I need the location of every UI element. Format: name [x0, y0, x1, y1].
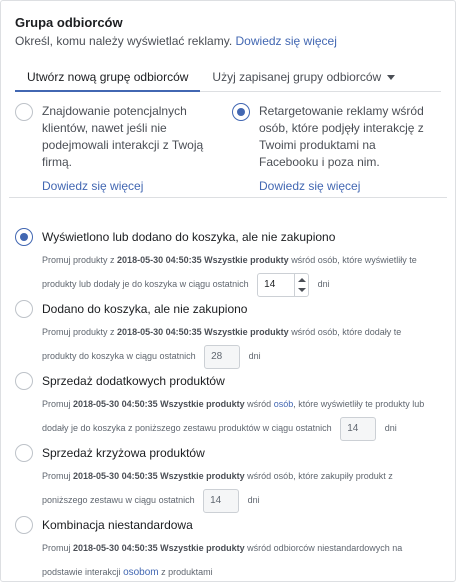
desc-text: dodały je do koszyka z poniższego zestawu produktów w ciągu ostatnich	[42, 423, 332, 433]
days-unit: dni	[248, 351, 261, 361]
option-custom-combination	[15, 516, 445, 582]
option-label: Wyświetlono lub dodano do koszyka, ale nie zakupiono	[42, 230, 336, 244]
people-link[interactable]: osób	[273, 399, 294, 409]
desc-text: , które wyświetliły te produkty lub	[293, 399, 425, 409]
tab-bar	[15, 61, 441, 92]
desc-text: wśród osób, które dodały te	[291, 327, 402, 337]
option-upsell	[15, 372, 445, 441]
option-description	[42, 320, 445, 369]
promo-text: Promuj produkty z	[42, 327, 115, 337]
panel-subtitle	[15, 34, 337, 48]
desc-text: wśród odbiorców niestandardowych na	[247, 543, 403, 553]
option-description	[42, 536, 445, 582]
radio-added-to-cart[interactable]	[15, 300, 33, 318]
arrow-down-icon[interactable]	[298, 288, 306, 292]
desc-text: produkty do koszyka w ciągu ostatnich	[42, 351, 196, 361]
choice-prospecting[interactable]	[15, 103, 220, 195]
desc-text: wśród osób, które wyświetliły te	[291, 255, 417, 265]
option-label: Sprzedaż krzyżowa produktów	[42, 446, 205, 460]
days-input	[204, 345, 240, 369]
tab-label: Utwórz nową grupę odbiorców	[27, 70, 189, 84]
arrow-up-icon[interactable]	[298, 278, 306, 282]
option-label: Sprzedaż dodatkowych produktów	[42, 374, 225, 388]
option-description	[42, 392, 445, 441]
product-set: Wszystkie produkty	[160, 399, 245, 409]
choice-text	[259, 103, 432, 195]
people-link[interactable]: osobom	[123, 567, 159, 578]
learn-more-link[interactable]: Dowiedz się więcej	[235, 34, 337, 48]
days-unit: dni	[384, 423, 397, 433]
option-added-to-cart	[15, 300, 445, 369]
catalog-date: 2018-05-30 04:50:35	[117, 255, 202, 265]
choice-text	[42, 103, 220, 195]
product-set: Wszystkie produkty	[160, 543, 245, 553]
learn-more-link[interactable]: Dowiedz się więcej	[259, 179, 361, 193]
option-cross-sell	[15, 444, 445, 513]
stepper-arrows	[294, 274, 308, 296]
days-unit: dni	[247, 495, 260, 505]
product-set: Wszystkie produkty	[160, 471, 245, 481]
days-unit: dni	[317, 279, 330, 289]
days-value: 14	[347, 422, 359, 434]
choice-description: Znajdowanie potencjalnych klientów, nawet jeśli nie podejmowali interakcji z Twoją firmą.	[42, 104, 204, 169]
option-label: Kombinacja niestandardowa	[42, 518, 193, 532]
promo-text: Promuj	[42, 471, 71, 481]
panel-title: Grupa odbiorców	[15, 15, 123, 30]
desc-text: produkty lub dodały je do koszyka w ciągu ostatnich	[42, 279, 249, 289]
promo-text: Promuj produkty z	[42, 255, 115, 265]
option-label: Dodano do koszyka, ale nie zakupiono	[42, 302, 248, 316]
catalog-date: 2018-05-30 04:50:35	[117, 327, 202, 337]
catalog-date: 2018-05-30 04:50:35	[73, 399, 158, 409]
tab-label: Użyj zapisanej grupy odbiorców	[212, 70, 382, 84]
promo-text: Promuj	[42, 399, 71, 409]
days-input	[203, 489, 239, 513]
section-divider	[9, 197, 447, 198]
chevron-down-icon	[387, 75, 395, 80]
subtitle-text: Określ, komu należy wyświetlać reklamy.	[15, 34, 233, 48]
days-stepper[interactable]	[257, 273, 309, 297]
tab-create-new-audience[interactable]	[15, 61, 200, 92]
days-value: 14	[264, 278, 276, 290]
option-viewed-or-added	[15, 228, 445, 297]
radio-retargeting[interactable]	[232, 103, 250, 121]
option-description	[42, 464, 445, 513]
radio-upsell[interactable]	[15, 372, 33, 390]
days-value: 28	[211, 350, 223, 362]
radio-custom-combination[interactable]	[15, 516, 33, 534]
days-value: 14	[210, 494, 222, 506]
catalog-date: 2018-05-30 04:50:35	[73, 471, 158, 481]
choice-retargeting[interactable]	[232, 103, 432, 195]
promo-text: Promuj	[42, 543, 71, 553]
desc-text: poniższego zestawu w ciągu ostatnich	[42, 495, 195, 505]
choice-description: Retargetowanie reklamy wśród osób, które podjęły interakcję z Twoimi produktami na Facebooku i poza nim.	[259, 104, 424, 169]
product-set: Wszystkie produkty	[204, 255, 289, 265]
catalog-date: 2018-05-30 04:50:35	[73, 543, 158, 553]
desc-text: wśród osób, które zakupiły produkt z	[247, 471, 393, 481]
product-set: Wszystkie produkty	[204, 327, 289, 337]
radio-prospecting[interactable]	[15, 103, 33, 121]
desc-text: z produktami	[161, 567, 213, 577]
radio-viewed-or-added[interactable]	[15, 228, 33, 246]
desc-text: wśród	[247, 399, 272, 409]
days-input	[340, 417, 376, 441]
option-description	[42, 248, 445, 297]
learn-more-link[interactable]: Dowiedz się więcej	[42, 179, 144, 193]
panel-header	[15, 15, 337, 48]
desc-text: podstawie interakcji	[42, 567, 121, 577]
tab-use-saved-audience[interactable]	[200, 61, 407, 92]
radio-cross-sell[interactable]	[15, 444, 33, 462]
